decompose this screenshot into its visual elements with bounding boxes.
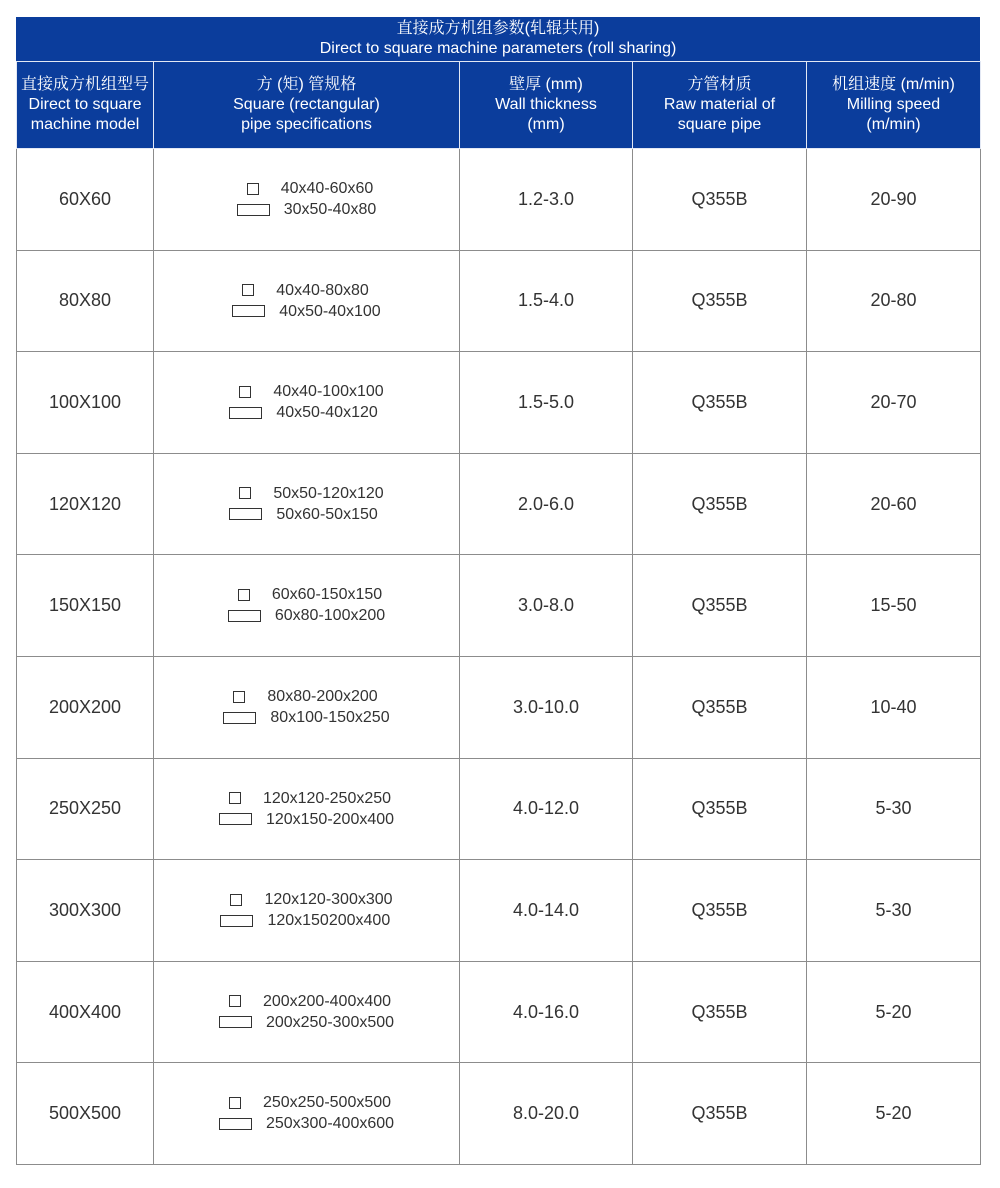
square-pipe-icon: [229, 792, 241, 804]
model-cell: 200X200: [17, 656, 154, 758]
header-material: [633, 62, 807, 149]
pipe-spec: [237, 178, 377, 220]
pipe-spec-cell: [154, 555, 460, 657]
pipe-spec-cell: [154, 1063, 460, 1165]
header-line: Square (rectangular): [233, 96, 380, 113]
square-spec-row: [237, 178, 377, 199]
pipe-spec-cell: [154, 860, 460, 962]
square-spec-range: 200x200-400x400: [262, 992, 392, 1010]
pipe-spec: [229, 381, 383, 423]
material-cell: Q355B: [633, 149, 807, 251]
square-spec-row: [219, 991, 394, 1012]
wall-thickness-cell: 1.2-3.0: [460, 149, 633, 251]
material-cell: Q355B: [633, 250, 807, 352]
material-cell: Q355B: [633, 352, 807, 454]
pipe-spec: [229, 483, 383, 525]
header-line: 方 (矩) 管规格: [256, 76, 357, 93]
table-row: [17, 758, 981, 860]
square-spec-row: [219, 788, 394, 809]
table-row: [17, 250, 981, 352]
header-line: 机组速度 (m/min): [832, 76, 955, 93]
rect-spec-range: 50x60-50x150: [276, 505, 378, 523]
square-pipe-icon: [230, 894, 242, 906]
rect-spec-row: [219, 809, 394, 830]
header-line: 方管材质: [687, 76, 752, 93]
square-spec-range: 40x40-80x80: [276, 281, 369, 299]
speed-cell: 20-70: [807, 352, 981, 454]
rectangular-pipe-icon: [219, 813, 252, 825]
square-spec-row: [223, 686, 389, 707]
table-row: [17, 149, 981, 251]
speed-cell: 20-60: [807, 453, 981, 555]
wall-thickness-cell: 3.0-10.0: [460, 656, 633, 758]
rect-spec-row: [237, 199, 377, 220]
table-row: [17, 860, 981, 962]
rect-spec-row: [229, 504, 383, 525]
rectangular-pipe-icon: [223, 712, 256, 724]
speed-cell: 5-30: [807, 758, 981, 860]
table-row: [17, 453, 981, 555]
pipe-spec: [232, 280, 380, 322]
speed-cell: 15-50: [807, 555, 981, 657]
rect-spec-range: 250x300-400x600: [265, 1115, 395, 1133]
wall-thickness-cell: 1.5-4.0: [460, 250, 633, 352]
square-pipe-icon: [229, 1097, 241, 1109]
pipe-spec: [219, 1092, 394, 1134]
rect-spec-range: 80x100-150x250: [270, 709, 390, 727]
parameters-table-container: [16, 17, 980, 1165]
header-line: square pipe: [677, 116, 762, 133]
rect-spec-range: 200x250-300x500: [265, 1013, 395, 1031]
square-spec-range: 40x40-100x100: [273, 383, 384, 401]
wall-thickness-cell: 3.0-8.0: [460, 555, 633, 657]
table-title: [16, 17, 980, 61]
pipe-spec: [220, 889, 392, 931]
material-cell: Q355B: [633, 758, 807, 860]
speed-cell: 10-40: [807, 656, 981, 758]
model-cell: 400X400: [17, 961, 154, 1063]
material-cell: Q355B: [633, 453, 807, 555]
wall-thickness-cell: 4.0-16.0: [460, 961, 633, 1063]
header-speed: [807, 62, 981, 149]
model-cell: 80X80: [17, 250, 154, 352]
rect-spec-range: 40x50-40x100: [279, 302, 381, 320]
square-spec-row: [228, 584, 385, 605]
model-cell: 500X500: [17, 1063, 154, 1165]
rect-spec-row: [219, 1113, 394, 1134]
square-spec-range: 120x120-300x300: [264, 891, 393, 909]
pipe-spec-cell: [154, 352, 460, 454]
rect-spec-row: [229, 402, 383, 423]
rect-spec-row: [220, 910, 392, 931]
wall-thickness-cell: 2.0-6.0: [460, 453, 633, 555]
header-line: pipe specifications: [241, 116, 372, 133]
speed-cell: 20-80: [807, 250, 981, 352]
square-spec-range: 120x120-250x250: [262, 789, 392, 807]
square-pipe-icon: [239, 386, 251, 398]
table-row: [17, 555, 981, 657]
header-line: (m/min): [866, 116, 921, 133]
pipe-spec-cell: [154, 758, 460, 860]
table-title-zh: 直接成方机组参数(轧辊共用): [396, 20, 600, 37]
square-pipe-icon: [233, 691, 245, 703]
rectangular-pipe-icon: [219, 1118, 252, 1130]
speed-cell: 20-90: [807, 149, 981, 251]
wall-thickness-cell: 8.0-20.0: [460, 1063, 633, 1165]
pipe-spec: [223, 686, 389, 728]
square-spec-range: 50x50-120x120: [273, 484, 384, 502]
pipe-spec-cell: [154, 453, 460, 555]
square-spec-row: [232, 280, 380, 301]
header-line: 直接成方机组型号: [21, 76, 150, 93]
rect-spec-row: [232, 301, 380, 322]
header-wall-thickness: [460, 62, 633, 149]
square-pipe-icon: [242, 284, 254, 296]
square-pipe-icon: [247, 183, 259, 195]
header-pipe-spec: [154, 62, 460, 149]
material-cell: Q355B: [633, 860, 807, 962]
square-pipe-icon: [238, 589, 250, 601]
model-cell: 60X60: [17, 149, 154, 251]
rect-spec-row: [223, 707, 389, 728]
wall-thickness-cell: 4.0-12.0: [460, 758, 633, 860]
material-cell: Q355B: [633, 1063, 807, 1165]
model-cell: 120X120: [17, 453, 154, 555]
rectangular-pipe-icon: [237, 204, 270, 216]
wall-thickness-cell: 4.0-14.0: [460, 860, 633, 962]
rect-spec-range: 120x150200x400: [267, 912, 391, 930]
square-spec-range: 80x80-200x200: [267, 688, 378, 706]
square-spec-row: [220, 889, 392, 910]
square-pipe-icon: [239, 487, 251, 499]
square-spec-row: [229, 381, 383, 402]
header-row: [17, 62, 981, 149]
rect-spec-range: 60x80-100x200: [274, 607, 386, 625]
square-spec-row: [229, 483, 383, 504]
pipe-spec: [219, 991, 394, 1033]
pipe-spec: [219, 788, 394, 830]
rectangular-pipe-icon: [228, 610, 261, 622]
model-cell: 150X150: [17, 555, 154, 657]
table-row: [17, 656, 981, 758]
rect-spec-range: 30x50-40x80: [283, 201, 377, 219]
rect-spec-range: 120x150-200x400: [265, 810, 395, 828]
material-cell: Q355B: [633, 656, 807, 758]
header-line: 壁厚 (mm): [509, 76, 583, 93]
table-title-en: Direct to square machine parameters (roll sharing): [319, 40, 677, 57]
material-cell: Q355B: [633, 961, 807, 1063]
model-cell: 300X300: [17, 860, 154, 962]
header-line: Direct to square: [28, 96, 142, 113]
square-pipe-icon: [229, 995, 241, 1007]
table-row: [17, 1063, 981, 1165]
header-model: [17, 62, 154, 149]
rectangular-pipe-icon: [219, 1016, 252, 1028]
model-cell: 100X100: [17, 352, 154, 454]
material-cell: Q355B: [633, 555, 807, 657]
header-line: Raw material of: [663, 96, 776, 113]
square-spec-range: 40x40-60x60: [280, 180, 374, 198]
speed-cell: 5-20: [807, 961, 981, 1063]
table-row: [17, 352, 981, 454]
table-body: [17, 149, 981, 1165]
header-line: (mm): [527, 116, 565, 133]
speed-cell: 5-20: [807, 1063, 981, 1165]
wall-thickness-cell: 1.5-5.0: [460, 352, 633, 454]
speed-cell: 5-30: [807, 860, 981, 962]
model-cell: 250X250: [17, 758, 154, 860]
pipe-spec: [228, 584, 385, 626]
square-spec-range: 250x250-500x500: [262, 1094, 392, 1112]
square-spec-row: [219, 1092, 394, 1113]
rectangular-pipe-icon: [229, 508, 262, 520]
square-spec-range: 60x60-150x150: [271, 586, 383, 604]
rect-spec-row: [219, 1012, 394, 1033]
parameters-table: [16, 61, 981, 1165]
rectangular-pipe-icon: [229, 407, 262, 419]
pipe-spec-cell: [154, 961, 460, 1063]
rectangular-pipe-icon: [220, 915, 253, 927]
pipe-spec-cell: [154, 149, 460, 251]
rectangular-pipe-icon: [232, 305, 265, 317]
header-line: Wall thickness: [495, 96, 597, 113]
pipe-spec-cell: [154, 250, 460, 352]
pipe-spec-cell: [154, 656, 460, 758]
table-row: [17, 961, 981, 1063]
header-line: Milling speed: [846, 96, 941, 113]
header-line: machine model: [30, 116, 140, 133]
rect-spec-range: 40x50-40x120: [276, 404, 378, 422]
rect-spec-row: [228, 605, 385, 626]
